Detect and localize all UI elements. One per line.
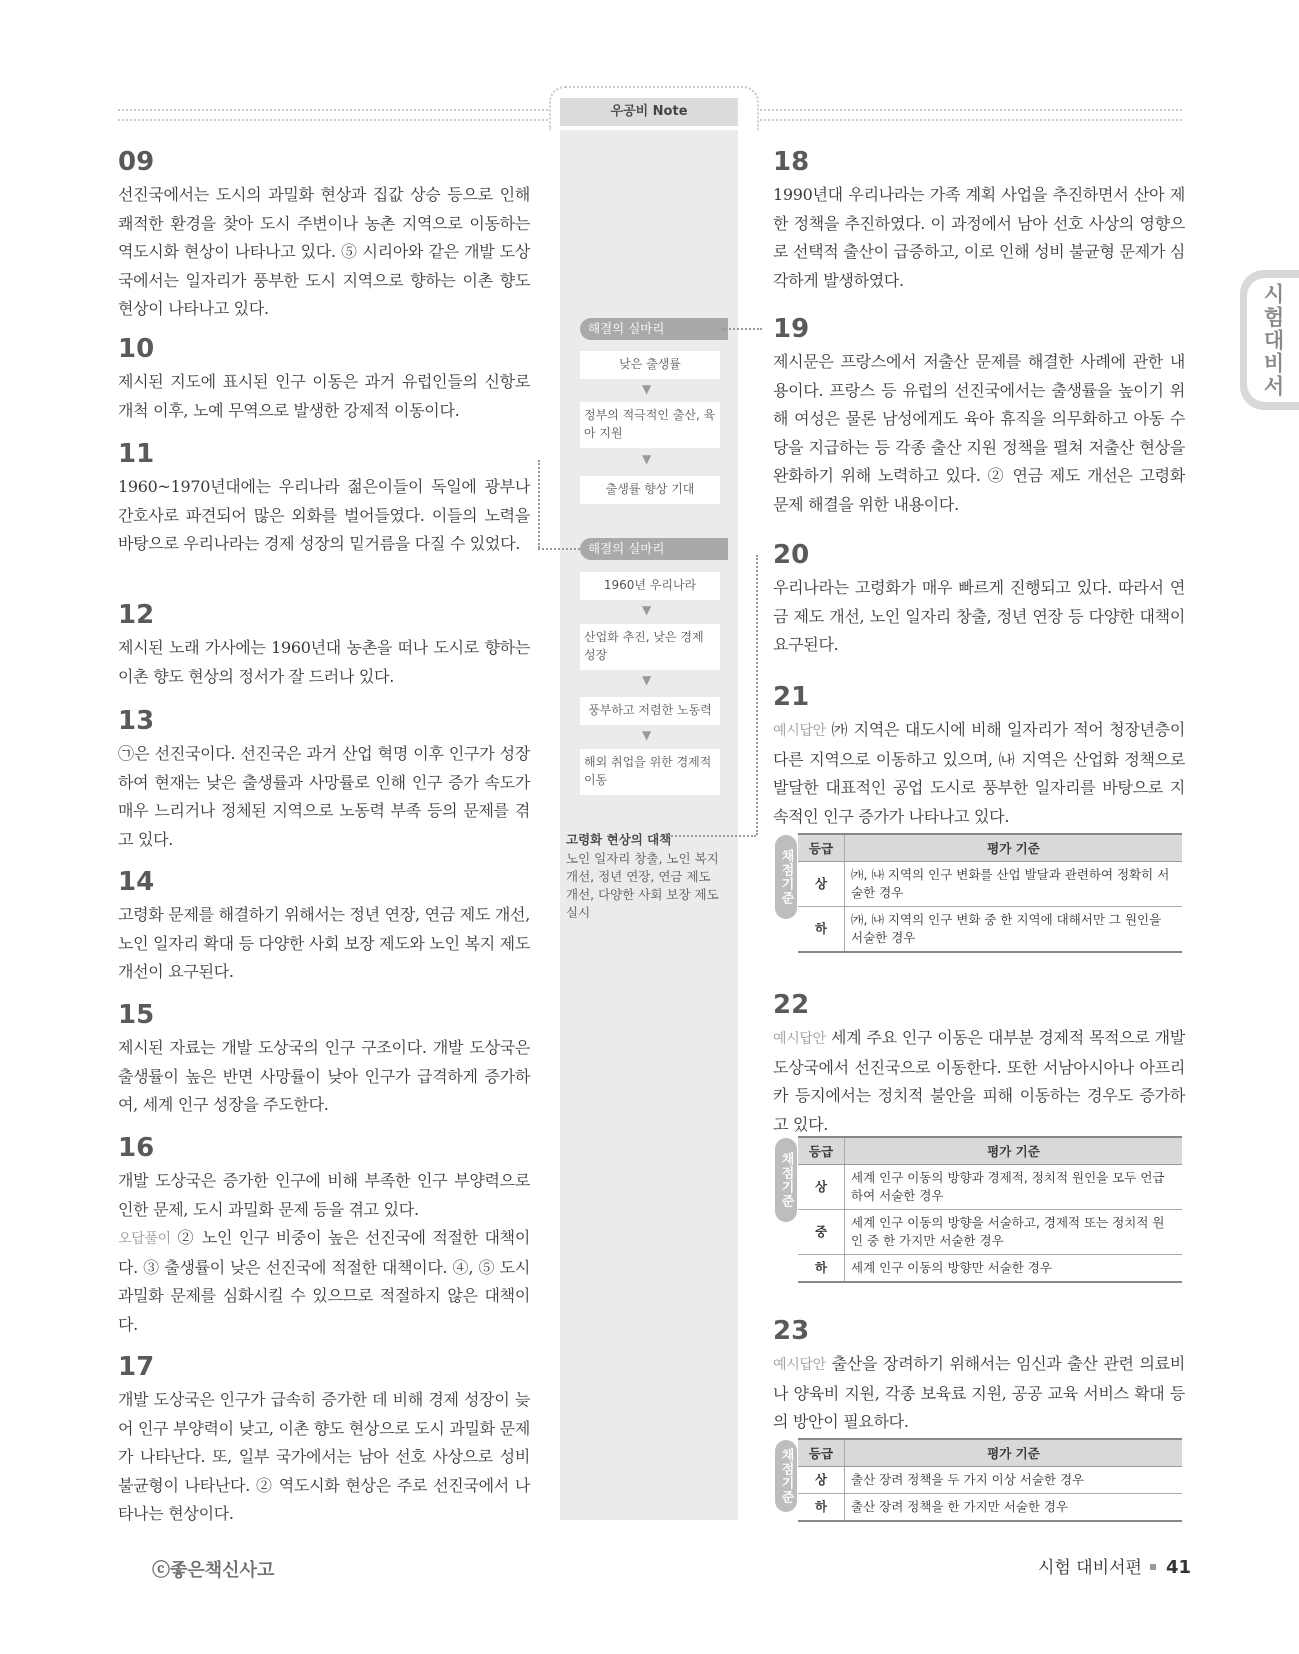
rubric-criteria: 세계 인구 이동의 방향을 서술하고, 경제적 또는 정치적 원인 중 한 가지만 서술한 경우	[845, 1210, 1183, 1255]
question-19	[773, 314, 1185, 519]
answer-text: ㈎ 지역은 대도시에 비해 일자리가 적어 청장년층이 다른 지역으로 이동하고 있으며, ㈏ 지역은 산업화 정책으로 발달한 대표적인 공업 도시로 풍부한 일자리를 바탕으로 지속적인 인구 증가가 나타나고 있다.	[773, 720, 1185, 826]
question-17	[118, 1352, 530, 1529]
separator-square-icon	[1150, 1564, 1156, 1570]
question-number: 17	[118, 1352, 155, 1382]
note3-title: 고령화 현상의 대책	[566, 832, 672, 847]
note3-text: 노인 일자리 창출, 노인 복지 개선, 정년 연장, 연금 제도 개선, 다양한 사회 보장 제도 실시	[566, 851, 719, 920]
answer-text: ㉠은 선진국이다. 선진국은 과거 산업 혁명 이후 인구가 성장하여 현재는 낮은 출생률과 사망률로 인해 인구 증가 속도가 매우 느리거나 정체된 지역으로 노동력 부족 등의 문제를 겪고 있다.	[118, 744, 530, 849]
rubric-table-21	[798, 833, 1182, 953]
note-column	[560, 100, 738, 1520]
answer-text: 제시문은 프랑스에서 저출산 문제를 해결한 사례에 관한 내용이다. 프랑스 등 유럽의 선진국에서는 출생률을 높이기 위해 여성은 물론 남성에게도 육아 휴직을 의무화하고 아동 수당을 지급하는 등 각종 출산 지원 정책을 펼쳐 저출산 현상을 완화하기 위해 노력하고 있다. ② 연금 제도 개선은 고령화 문제 해결을 위한 내용이다.	[773, 352, 1185, 514]
down-arrow-icon: ▼	[642, 452, 652, 466]
answer-text: 제시된 노래 가사에는 1960년대 농촌을 떠나 도시로 향하는 이촌 향도 현상의 정서가 잘 드러나 있다.	[118, 638, 530, 686]
side-tab-label: 시험대비서	[1247, 278, 1299, 402]
question-number: 10	[118, 334, 155, 364]
model-answer-label: 예시답안	[773, 723, 826, 739]
question-23	[773, 1316, 1185, 1437]
rubric-criteria: ㈎, ㈏ 지역의 인구 변화 중 한 지역에 대해서만 그 원인을 서술한 경우	[845, 907, 1183, 953]
answer-text: 제시된 지도에 표시된 인구 이동은 과거 유럽인들의 신항로 개척 이후, 노예 무역으로 발생한 강제적 이동이다.	[118, 372, 530, 420]
question-number: 18	[773, 147, 810, 177]
top-rule-right	[752, 109, 1182, 121]
note3	[566, 830, 726, 922]
question-14	[118, 867, 530, 987]
answer-text: 제시된 자료는 개발 도상국의 인구 구조이다. 개발 도상국은 출생률이 높은 반면 사망률이 낮아 인구가 급격하게 증가하여, 세계 인구 성장을 주도한다.	[118, 1038, 530, 1114]
model-answer-label: 예시답안	[773, 1357, 826, 1373]
rubric-label: 채점기준	[775, 1440, 797, 1512]
note2-label: 해결의 실마리	[580, 538, 728, 560]
page-number: 41	[1165, 1557, 1191, 1578]
rubric-grade-header: 등급	[798, 1439, 845, 1467]
answer-text: 개발 도상국은 인구가 급속히 증가한 데 비해 경제 성장이 늦어 인구 부양력이 낮고, 이촌 향도 현상으로 도시 과밀화 문제가 나타난다. 또, 일부 국가에서는 남아 선호 사상으로 성비 불균형이 나타난다. ② 역도시화 현상은 주로 선진국에서 나타나는 현상이다.	[118, 1390, 530, 1523]
rubric-grade: 상	[798, 1165, 845, 1210]
rubric-criteria-header: 평가 기준	[845, 1137, 1183, 1165]
rubric-criteria: 출산 장려 정책을 한 가지만 서술한 경우	[845, 1494, 1183, 1522]
rubric-grade: 하	[798, 907, 845, 953]
rubric-table-23	[798, 1438, 1182, 1522]
question-11	[118, 439, 530, 559]
question-number: 22	[773, 990, 810, 1020]
question-number: 23	[773, 1316, 810, 1346]
question-21	[773, 682, 1185, 831]
rubric-grade-header: 등급	[798, 834, 845, 862]
note2-step: 해외 취업을 위한 경제적 이동	[580, 749, 720, 795]
answer-text: 출산을 장려하기 위해서는 임신과 출산 관련 의료비나 양육비 지원, 각종 보육료 지원, 공공 교육 서비스 확대 등의 방안이 필요하다.	[773, 1354, 1185, 1431]
answer-text: 우리나라는 고령화가 매우 빠르게 진행되고 있다. 따라서 연금 제도 개선, 노인 일자리 창출, 정년 연장 등 다양한 대책이 요구된다.	[773, 578, 1185, 654]
connector-line	[722, 328, 762, 330]
note1-step: 출생률 향상 기대	[580, 476, 720, 504]
answer-text: 고령화 문제를 해결하기 위해서는 정년 연장, 연금 제도 개선, 노인 일자리 확대 등 다양한 사회 보장 제도와 노인 복지 제도 개선이 요구된다.	[118, 905, 530, 981]
down-arrow-icon: ▼	[642, 382, 652, 396]
wrong-answer-text: ② 노인 인구 비중이 높은 선진국에 적절한 대책이다. ③ 출생률이 낮은 선진국에 적절한 대책이다. ④, ⑤ 도시 과밀화 문제를 심화시킬 수 있으므로 적절하지 않은 대책이다.	[118, 1228, 530, 1334]
question-number: 12	[118, 600, 155, 630]
question-number: 20	[773, 540, 810, 570]
note2-step: 1960년 우리나라	[580, 572, 720, 600]
rubric-grade: 상	[798, 1467, 845, 1494]
question-18	[773, 147, 1185, 295]
question-13	[118, 706, 530, 854]
rubric-criteria: ㈎, ㈏ 지역의 인구 변화를 산업 발달과 관련하여 정확히 서술한 경우	[845, 862, 1183, 907]
down-arrow-icon: ▼	[642, 603, 652, 617]
note2-step: 산업화 추진, 낮은 경제 성장	[580, 624, 720, 670]
connector-line	[538, 548, 580, 550]
wrong-answer-label: 오답풀이	[118, 1231, 171, 1247]
down-arrow-icon: ▼	[642, 728, 652, 742]
question-22	[773, 990, 1185, 1139]
top-rule-left	[118, 109, 552, 121]
rubric-grade: 하	[798, 1255, 845, 1283]
note-title: 우공비 Note	[560, 98, 738, 126]
answer-text: 1960~1970년대에는 우리나라 젊은이들이 독일에 광부나 간호사로 파견되어 많은 외화를 벌어들였다. 이들의 노력을 바탕으로 우리나라는 경제 성장의 밑거름을 다질 수 있었다.	[118, 477, 530, 553]
question-15	[118, 1000, 530, 1120]
rubric-criteria: 세계 인구 이동의 방향과 경제적, 정치적 원인을 모두 언급하여 서술한 경우	[845, 1165, 1183, 1210]
question-10	[118, 334, 530, 425]
rubric-grade: 하	[798, 1494, 845, 1522]
question-12	[118, 600, 530, 691]
question-number: 09	[118, 147, 155, 177]
rubric-criteria-header: 평가 기준	[845, 834, 1183, 862]
answer-text: 개발 도상국은 증가한 인구에 비해 부족한 인구 부양력으로 인한 문제, 도시 과밀화 문제 등을 겪고 있다.	[118, 1171, 530, 1219]
rubric-grade: 중	[798, 1210, 845, 1255]
rubric-criteria: 출산 장려 정책을 두 가지 이상 서술한 경우	[845, 1467, 1183, 1494]
answer-text: 선진국에서는 도시의 과밀화 현상과 집값 상승 등으로 인해 쾌적한 환경을 찾아 도시 주변이나 농촌 지역으로 이동하는 역도시화 현상이 나타나고 있다. ⑤ 시리아와 같은 개발 도상국에서는 일자리가 풍부한 도시 지역으로 향하는 이촌 향도 현상이 나타나고 있다.	[118, 185, 530, 318]
model-answer-label: 예시답안	[773, 1031, 826, 1047]
note1-label: 해결의 실마리	[580, 318, 728, 340]
question-number: 19	[773, 314, 810, 344]
down-arrow-icon: ▼	[642, 673, 652, 687]
page-footer	[1038, 1553, 1191, 1578]
answer-text: 세계 주요 인구 이동은 대부분 경제적 목적으로 개발 도상국에서 선진국으로 이동한다. 또한 서남아시아나 아프리카 등지에서는 정치적 불안을 피해 이동하는 경우도 증가하고 있다.	[773, 1028, 1185, 1134]
rubric-criteria: 세계 인구 이동의 방향만 서술한 경우	[845, 1255, 1183, 1283]
rubric-label: 채점기준	[775, 1138, 797, 1222]
question-number: 13	[118, 706, 155, 736]
note1-step: 정부의 적극적인 출산, 육아 지원	[580, 402, 720, 448]
note1-step: 낮은 출생률	[580, 351, 720, 379]
question-number: 15	[118, 1000, 155, 1030]
section-name: 시험 대비서편	[1038, 1558, 1142, 1578]
question-number: 16	[118, 1133, 155, 1163]
connector-line	[668, 835, 756, 837]
rubric-criteria-header: 평가 기준	[845, 1439, 1183, 1467]
question-number: 14	[118, 867, 155, 897]
answer-text: 1990년대 우리나라는 가족 계획 사업을 추진하면서 산아 제한 정책을 추진하였다. 이 과정에서 남아 선호 사상의 영향으로 선택적 출산이 급증하고, 이로 인해 성비 불균형 문제가 심각하게 발생하였다.	[773, 185, 1185, 290]
rubric-table-22	[798, 1136, 1182, 1283]
rubric-grade: 상	[798, 862, 845, 907]
note2-step: 풍부하고 저렴한 노동력	[580, 697, 720, 725]
question-number: 11	[118, 439, 155, 469]
question-16	[118, 1133, 530, 1339]
connector-line	[756, 555, 758, 835]
rubric-grade-header: 등급	[798, 1137, 845, 1165]
question-number: 21	[773, 682, 810, 712]
publisher-logo: ⓒ좋은책신사고	[152, 1560, 275, 1581]
connector-line	[538, 460, 540, 548]
question-09	[118, 147, 530, 324]
question-20	[773, 540, 1185, 660]
rubric-label: 채점기준	[775, 835, 797, 919]
side-tab	[1240, 270, 1299, 410]
